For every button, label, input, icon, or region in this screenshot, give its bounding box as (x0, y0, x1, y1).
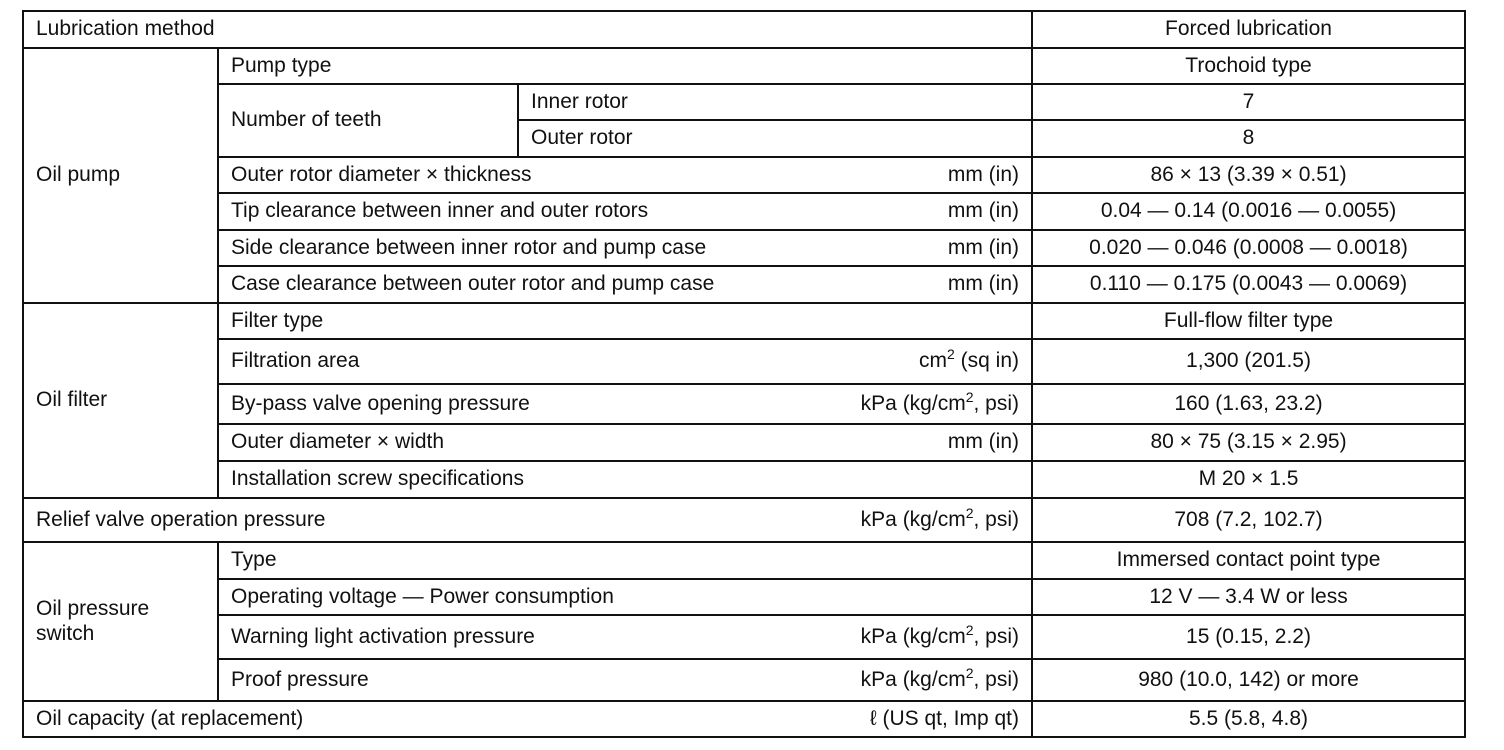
proof-pressure-unit: kPa ($kg/cm^2$, psi) (860, 664, 1020, 691)
table-row-operating-voltage (23, 579, 1465, 615)
outer-dimensions-label: Outer diameter × width (231, 430, 445, 454)
operating-voltage-value: 12 V — 3.4 W or less (1032, 579, 1465, 615)
bypass-pressure-label: By-pass valve opening pressure (231, 391, 530, 415)
filter-type-label: Filter type (218, 303, 1032, 339)
tip-clearance-unit: mm (in) (947, 199, 1020, 223)
bypass-pressure-unit: kPa ($kg/cm^2$, psi) (860, 388, 1020, 415)
oil-pressure-switch-label-line1: Oil pressure (36, 597, 150, 621)
inner-rotor-value: 7 (1032, 84, 1465, 120)
pump-type-value: Trochoid type (1032, 48, 1465, 84)
table-row-relief-valve (23, 498, 1465, 542)
side-clearance-value: 0.020 — 0.046 (0.0008 — 0.0018) (1032, 230, 1465, 266)
outer-rotor-dimensions-cell (218, 157, 1032, 193)
table-row-pump-type (23, 48, 1465, 84)
case-clearance-label: Case clearance between outer rotor and pump case (231, 272, 715, 296)
inner-rotor-label: Inner rotor (518, 84, 1032, 120)
bypass-pressure-cell (218, 384, 1032, 424)
relief-valve-unit: kPa ($kg/cm^2$, psi) (860, 504, 1020, 531)
table-row-bypass-pressure (23, 384, 1465, 424)
side-clearance-cell (218, 230, 1032, 266)
oil-pressure-switch-category (23, 542, 218, 701)
table-row-tip-clearance (23, 193, 1465, 230)
case-clearance-cell (218, 266, 1032, 303)
outer-rotor-dimensions-label: Outer rotor diameter × thickness (231, 162, 532, 186)
table-row-case-clearance (23, 266, 1465, 303)
outer-rotor-label: Outer rotor (518, 120, 1032, 157)
table-row-inner-rotor (23, 84, 1465, 120)
lubrication-method-value: Forced lubrication (1032, 11, 1465, 48)
table-row-outer-dimensions (23, 424, 1465, 461)
outer-dimensions-value: 80 × 75 (3.15 × 2.95) (1032, 424, 1465, 461)
proof-pressure-cell (218, 659, 1032, 701)
warning-light-label: Warning light activation pressure (231, 624, 535, 648)
proof-pressure-value: 980 (10.0, 142) or more (1032, 659, 1465, 701)
tip-clearance-cell (218, 193, 1032, 230)
outer-dimensions-cell (218, 424, 1032, 461)
outer-rotor-dimensions-unit: mm (in) (947, 162, 1020, 186)
proof-pressure-label: Proof pressure (231, 667, 369, 691)
filtration-area-cell (218, 339, 1032, 384)
relief-valve-value: 708 (7.2, 102.7) (1032, 498, 1465, 542)
case-clearance-unit: mm (in) (947, 272, 1020, 296)
table-row-lubrication-method (23, 11, 1465, 48)
lubrication-method-label: Lubrication method (23, 11, 1032, 48)
table-row-filter-type (23, 303, 1465, 339)
table-row-screw-specs (23, 461, 1465, 498)
filtration-area-unit: $cm^2$ (sq in) (919, 346, 1020, 373)
outer-rotor-dimensions-value: 86 × 13 (3.39 × 0.51) (1032, 157, 1465, 193)
oil-capacity-unit: ℓ (US qt, Imp qt) (869, 706, 1020, 730)
oil-pump-category: Oil pump (23, 48, 218, 303)
case-clearance-value: 0.110 — 0.175 (0.0043 — 0.0069) (1032, 266, 1465, 303)
outer-dimensions-unit: mm (in) (947, 430, 1020, 454)
outer-rotor-value: 8 (1032, 120, 1465, 157)
oil-capacity-label: Oil capacity (at replacement) (36, 706, 304, 730)
filtration-area-label: Filtration area (231, 349, 360, 373)
warning-light-value: 15 (0.15, 2.2) (1032, 615, 1465, 659)
screw-specs-value: M 20 × 1.5 (1032, 461, 1465, 498)
table-row-proof-pressure (23, 659, 1465, 701)
oil-system-spec-table (22, 10, 1466, 738)
oil-capacity-cell (23, 701, 1032, 737)
tip-clearance-value: 0.04 — 0.14 (0.0016 — 0.0055) (1032, 193, 1465, 230)
warning-light-unit: kPa ($kg/cm^2$, psi) (860, 621, 1020, 648)
operating-voltage-label: Operating voltage — Power consumption (218, 579, 1032, 615)
relief-valve-cell (23, 498, 1032, 542)
number-of-teeth-label: Number of teeth (218, 84, 518, 157)
filtration-area-value: 1,300 (201.5) (1032, 339, 1465, 384)
tip-clearance-label: Tip clearance between inner and outer rotors (231, 199, 649, 223)
switch-type-label: Type (218, 542, 1032, 579)
table-row-switch-type (23, 542, 1465, 579)
switch-type-value: Immersed contact point type (1032, 542, 1465, 579)
table-row-warning-light (23, 615, 1465, 659)
table-row-side-clearance (23, 230, 1465, 266)
filter-type-value: Full-flow filter type (1032, 303, 1465, 339)
table-row-oil-capacity (23, 701, 1465, 737)
side-clearance-label: Side clearance between inner rotor and pump case (231, 235, 707, 259)
screw-specs-label: Installation screw specifications (218, 461, 1032, 498)
bypass-pressure-value: 160 (1.63, 23.2) (1032, 384, 1465, 424)
table-row-filtration-area (23, 339, 1465, 384)
side-clearance-unit: mm (in) (947, 235, 1020, 259)
warning-light-cell (218, 615, 1032, 659)
table-row-outer-rotor-dimensions (23, 157, 1465, 193)
oil-filter-category: Oil filter (23, 303, 218, 498)
pump-type-label: Pump type (218, 48, 1032, 84)
relief-valve-label: Relief valve operation pressure (36, 507, 326, 531)
oil-pressure-switch-label-line2: switch (36, 621, 95, 645)
oil-capacity-value: 5.5 (5.8, 4.8) (1032, 701, 1465, 737)
